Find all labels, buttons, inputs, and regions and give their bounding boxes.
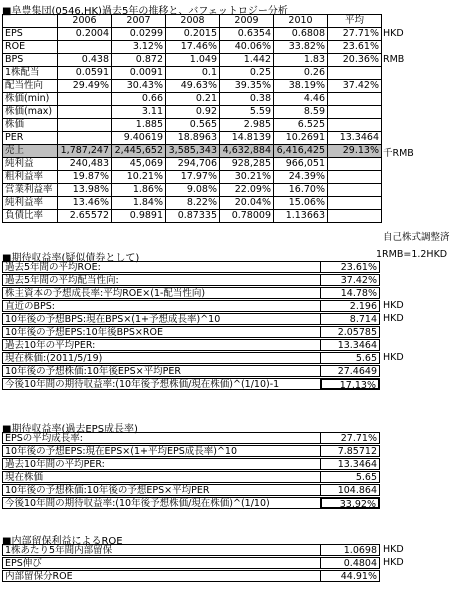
table-cell: 33.82% [274,41,328,54]
table-cell: 0.438 [58,54,112,67]
table-cell [328,210,382,223]
table-cell: 16.70% [274,184,328,197]
table-cell: 2,445,652 [112,145,166,158]
item-label [2,458,321,470]
table-cell: 13.3464 [328,132,382,145]
item-value [320,432,380,444]
column-header: 2009 [220,15,274,28]
table-cell: 966,051 [274,158,328,171]
table-cell: 0.0591 [58,67,112,80]
row-unit: RMB [383,54,405,65]
table-row [3,119,382,132]
item-value-text: 14.78% [340,288,377,299]
item-value [320,287,380,299]
row-label: 1株配当 [3,67,58,80]
table-cell [328,158,382,171]
item-label [2,352,321,364]
table-cell: 0.872 [112,54,166,67]
table-cell: 928,285 [220,158,274,171]
table-cell: 240,483 [58,158,112,171]
column-header: 2007 [112,15,166,28]
item-label [2,378,321,390]
item-label-text: 今後10年間の期待収益率:(10年後予想株価/現在株価)^(1/10)-1 [5,379,280,390]
item-value [320,365,380,377]
item-label-text: EPSの平均成長率: [5,433,83,444]
item-label [2,544,321,556]
row-label: 粗利益率 [3,171,58,184]
table-cell [328,171,382,184]
item-value-text: 104.864 [337,485,377,496]
item-value [320,261,380,273]
item-label [2,261,321,273]
table-cell: 0.1 [166,67,220,80]
table-cell [328,119,382,132]
table-cell: 13.46% [58,197,112,210]
table-cell: 10.2691 [274,132,328,145]
item-label-text: 10年後の予想EPS:現在EPS×(1+平均EPS成長率)^10 [5,446,237,457]
table-cell: 29.49% [58,80,112,93]
table-cell: 0.0299 [112,28,166,41]
table-cell [58,93,112,106]
table-cell: 39.35% [220,80,274,93]
table-cell: 1.049 [166,54,220,67]
item-label-text: 今後10年間の期待収益率:(10年後予想株価/現在株価)^(1/10) [5,498,270,509]
item-value-text: 27.71% [340,433,377,444]
item-value [320,544,380,556]
table-row [3,106,382,119]
table-cell: 27.71% [328,28,382,41]
item-label-text: 過去10年の平均PER: [5,340,96,351]
item-label [2,557,321,569]
table-row [3,145,382,158]
item-value-text: 37.42% [340,275,377,286]
item-value [320,570,380,582]
item-unit: HKD [383,300,404,311]
item-label-text: 10年後の予想株価:10年後の予想EPS×平均PER [5,485,210,496]
item-value [320,445,380,457]
table-cell: 38.19% [274,80,328,93]
item-value [320,557,380,569]
main-table-title: ■阜豊集団(0546.HK)過去5年の推移と、バフェットロジー分析 [2,6,288,17]
row-label: 株価(min) [3,93,58,106]
item-label [2,471,321,483]
column-header: 平均 [328,15,382,28]
row-label: 純利益 [3,158,58,171]
row-label: EPS [3,28,58,41]
table-cell: 20.36% [328,54,382,67]
table-cell: 15.06% [274,197,328,210]
table-cell: 3.12% [112,41,166,54]
table-cell: 30.43% [112,80,166,93]
item-label-text: EPS伸び [5,558,42,569]
row-label: PER [3,132,58,145]
table-cell: 8.59 [274,106,328,119]
table-cell: 0.6354 [220,28,274,41]
row-label: 株価 [3,119,58,132]
table-cell: 20.04% [220,197,274,210]
row-label: 売上 [3,145,58,158]
item-label [2,445,321,457]
table-row [3,67,382,80]
table-cell: 17.46% [166,41,220,54]
header-row [3,15,382,28]
table-cell: 0.66 [112,93,166,106]
item-label [2,274,321,286]
table-cell [58,106,112,119]
table-cell: 0.2015 [166,28,220,41]
item-label [2,313,321,325]
item-value [320,313,380,325]
item-value-text: 7.85712 [337,446,377,457]
table-cell: 9.08% [166,184,220,197]
table-cell [328,67,382,80]
row-unit: HKD [383,28,404,39]
section2-title: ■期待収益率(疑似債券として) [2,253,140,264]
item-value-text: 33.92% [339,499,376,509]
section3-title: ■期待収益率(過去EPS成長率) [2,424,138,435]
table-cell: 0.2004 [58,28,112,41]
table-cell [328,197,382,210]
item-value [320,326,380,338]
row-label: ROE [3,41,58,54]
item-unit: HKD [383,313,404,324]
table-cell: 40.06% [220,41,274,54]
table-cell: 0.78009 [220,210,274,223]
row-label: 株価(max) [3,106,58,119]
table-row [3,210,382,223]
table-cell: 0.92 [166,106,220,119]
table-cell [328,184,382,197]
item-value-text: 17.13% [339,380,376,390]
table-row [3,93,382,106]
item-value-text: 27.4649 [337,366,377,377]
item-value [320,274,380,286]
table-cell: 1.86% [112,184,166,197]
item-label-text: 過去10年間の平均PER: [5,459,105,470]
history-table [2,14,382,223]
table-cell: 6,416,425 [274,145,328,158]
table-row [3,41,382,54]
table-cell: 1.885 [112,119,166,132]
item-unit: HKD [383,557,404,568]
table-cell: 49.63% [166,80,220,93]
item-label-text: 現在株価 [5,472,44,483]
item-value-text: 13.3464 [337,340,377,351]
item-label [2,300,321,312]
row-label: BPS [3,54,58,67]
item-label [2,365,321,377]
item-label-text: 10年後の予想株価:10年後EPS×平均PER [5,366,181,377]
item-label-text: 内部留保分ROE [5,571,73,582]
item-label [2,570,321,582]
table-row [3,132,382,145]
column-header: 2010 [274,15,328,28]
item-value-text: 2.05785 [337,327,377,338]
table-cell: 0.25 [220,67,274,80]
table-cell: 8.22% [166,197,220,210]
item-value-text: 8.714 [349,314,377,325]
table-cell: 1.13663 [274,210,328,223]
adjusted-note: 自己株式調整済 [383,232,450,243]
table-cell: 0.21 [166,93,220,106]
section4-title: ■内部留保利益によるROE [2,536,123,547]
table-cell: 2.65572 [58,210,112,223]
item-value [320,497,380,509]
table-cell: 3,585,343 [166,145,220,158]
table-cell [328,93,382,106]
exchange-rate: 1RMB=1.2HKD [376,249,448,260]
table-cell: 19.87% [58,171,112,184]
table-cell: 29.13% [328,145,382,158]
table-cell: 4.46 [274,93,328,106]
table-cell: 0.38 [220,93,274,106]
item-label [2,484,321,496]
table-cell: 1.84% [112,197,166,210]
table-cell: 18.8963 [166,132,220,145]
table-cell: 3.11 [112,106,166,119]
item-label [2,326,321,338]
table-cell: 0.87335 [166,210,220,223]
column-header: 2008 [166,15,220,28]
row-label: 配当性向 [3,80,58,93]
table-cell: 6.525 [274,119,328,132]
table-cell: 294,706 [166,158,220,171]
item-value-text: 0.4804 [343,558,377,569]
item-label-text: 現在株価:(2011/5/19) [5,353,103,364]
item-label [2,287,321,299]
table-row [3,54,382,67]
item-label [2,497,321,509]
item-label-text: 1株あたり5年間内部留保 [5,545,113,556]
item-value [320,471,380,483]
item-value [320,300,380,312]
table-cell: 37.42% [328,80,382,93]
table-cell: 4,632,884 [220,145,274,158]
table-cell: 22.09% [220,184,274,197]
table-cell [58,119,112,132]
item-value [320,339,380,351]
item-label-text: 過去5年間の平均配当性向: [5,275,119,286]
row-label: 純利益率 [3,197,58,210]
table-cell: 23.61% [328,41,382,54]
item-value [320,378,380,390]
table-cell: 1.442 [220,54,274,67]
item-label [2,339,321,351]
table-row [3,28,382,41]
item-value-text: 2.196 [349,301,377,312]
table-row [3,184,382,197]
item-unit: HKD [383,544,404,555]
item-value-text: 1.0698 [343,545,377,556]
item-label-text: 株主資本の予想成長率:平均ROE×(1-配当性向) [5,288,206,299]
table-row [3,197,382,210]
table-cell: 30.21% [220,171,274,184]
row-label: 営業利益率 [3,184,58,197]
item-label-text: 過去5年間の平均ROE: [5,262,101,273]
table-cell: 9.40619 [112,132,166,145]
table-row [3,171,382,184]
table-cell [328,106,382,119]
item-value [320,484,380,496]
column-header [3,15,58,28]
item-unit: HKD [383,352,404,363]
item-value-text: 23.61% [340,262,377,273]
item-value [320,352,380,364]
item-value [320,458,380,470]
row-unit: 千RMB [383,148,414,159]
table-cell: 0.26 [274,67,328,80]
item-label [2,432,321,444]
column-header: 2006 [58,15,112,28]
row-label: 負債比率 [3,210,58,223]
table-cell: 1.83 [274,54,328,67]
table-cell: 0.9891 [112,210,166,223]
table-cell: 14.8139 [220,132,274,145]
table-cell: 10.21% [112,171,166,184]
table-cell: 24.39% [274,171,328,184]
table-cell: 0.6808 [274,28,328,41]
table-cell: 17.97% [166,171,220,184]
table-row [3,158,382,171]
item-value-text: 44.91% [340,571,377,582]
table-cell: 5.59 [220,106,274,119]
table-cell: 0.0091 [112,67,166,80]
table-cell: 2.985 [220,119,274,132]
table-cell: 0.565 [166,119,220,132]
item-label-text: 直近のBPS: [5,301,55,312]
table-cell: 1,787,247 [58,145,112,158]
table-cell [58,132,112,145]
item-value-text: 13.3464 [337,459,377,470]
table-cell: 45,069 [112,158,166,171]
item-value-text: 5.65 [355,472,377,483]
table-cell: 13.98% [58,184,112,197]
item-value-text: 5.65 [355,353,377,364]
table-cell [58,41,112,54]
table-row [3,80,382,93]
item-label-text: 10年後の予想BPS:現在BPS×(1+予想成長率)^10 [5,314,221,325]
item-label-text: 10年後の予想EPS:10年後BPS×ROE [5,327,163,338]
